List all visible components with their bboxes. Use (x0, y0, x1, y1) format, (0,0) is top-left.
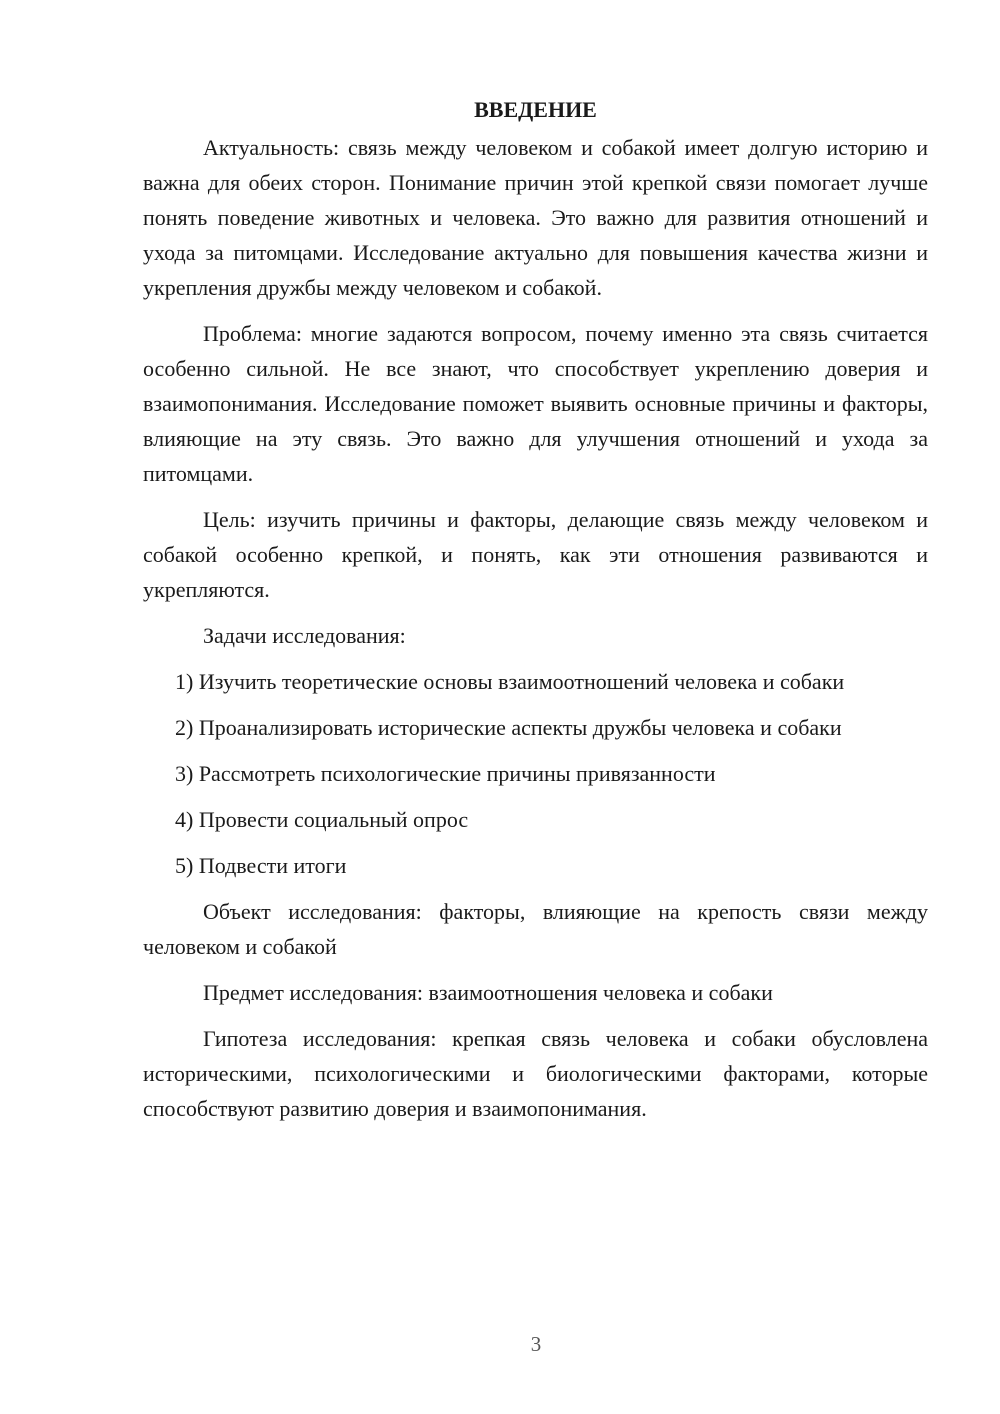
hypothesis-paragraph: Гипотеза исследования: крепкая связь человека и собаки обусловлена историческими, психологическими и биологическими факторами, которые способствуют развитию доверия и взаимопонимания. (143, 1026, 928, 1121)
page-number: 3 (530, 1332, 542, 1356)
subject-paragraph: Предмет исследования: взаимоотношения человека и собаки (203, 980, 773, 1005)
task-item: 5) Подвести итоги (175, 853, 347, 878)
relevance-paragraph: Актуальность: связь между человеком и собакой имеет долгую историю и важна для обеих сторон. Понимание причин этой крепкой связи помогает лучше понять поведение животных и человека. Это важно для развития отношений и ухода за питомцами. Исследование актуально для повышения качества жизни и укрепления дружбы между человеком и собакой. (143, 135, 928, 300)
task-item: 1) Изучить теоретические основы взаимоотношений человека и собаки (175, 669, 845, 694)
goal-paragraph: Цель: изучить причины и факторы, делающие связь между человеком и собакой особенно крепкой, и понять, как эти отношения развиваются и укрепляются. (143, 507, 928, 602)
task-item: 3) Рассмотреть психологические причины привязанности (175, 761, 716, 786)
page-title: ВВЕДЕНИЕ (474, 97, 597, 122)
problem-paragraph: Проблема: многие задаются вопросом, почему именно эта связь считается особенно сильной. Не все знают, что способствует укреплению доверия и взаимопонимания. Исследование поможет выявить основные причины и факторы, влияющие на эту связь. Это важно для улучшения отношений и ухода за питомцами. (143, 321, 928, 486)
task-item: 4) Провести социальный опрос (175, 807, 469, 832)
task-item: 2) Проанализировать исторические аспекты дружбы человека и собаки (175, 715, 842, 740)
document-page (143, 92, 928, 1126)
tasks-heading: Задачи исследования: (203, 623, 406, 648)
object-paragraph: Объект исследования: факторы, влияющие на крепость связи между человеком и собакой (143, 899, 928, 959)
